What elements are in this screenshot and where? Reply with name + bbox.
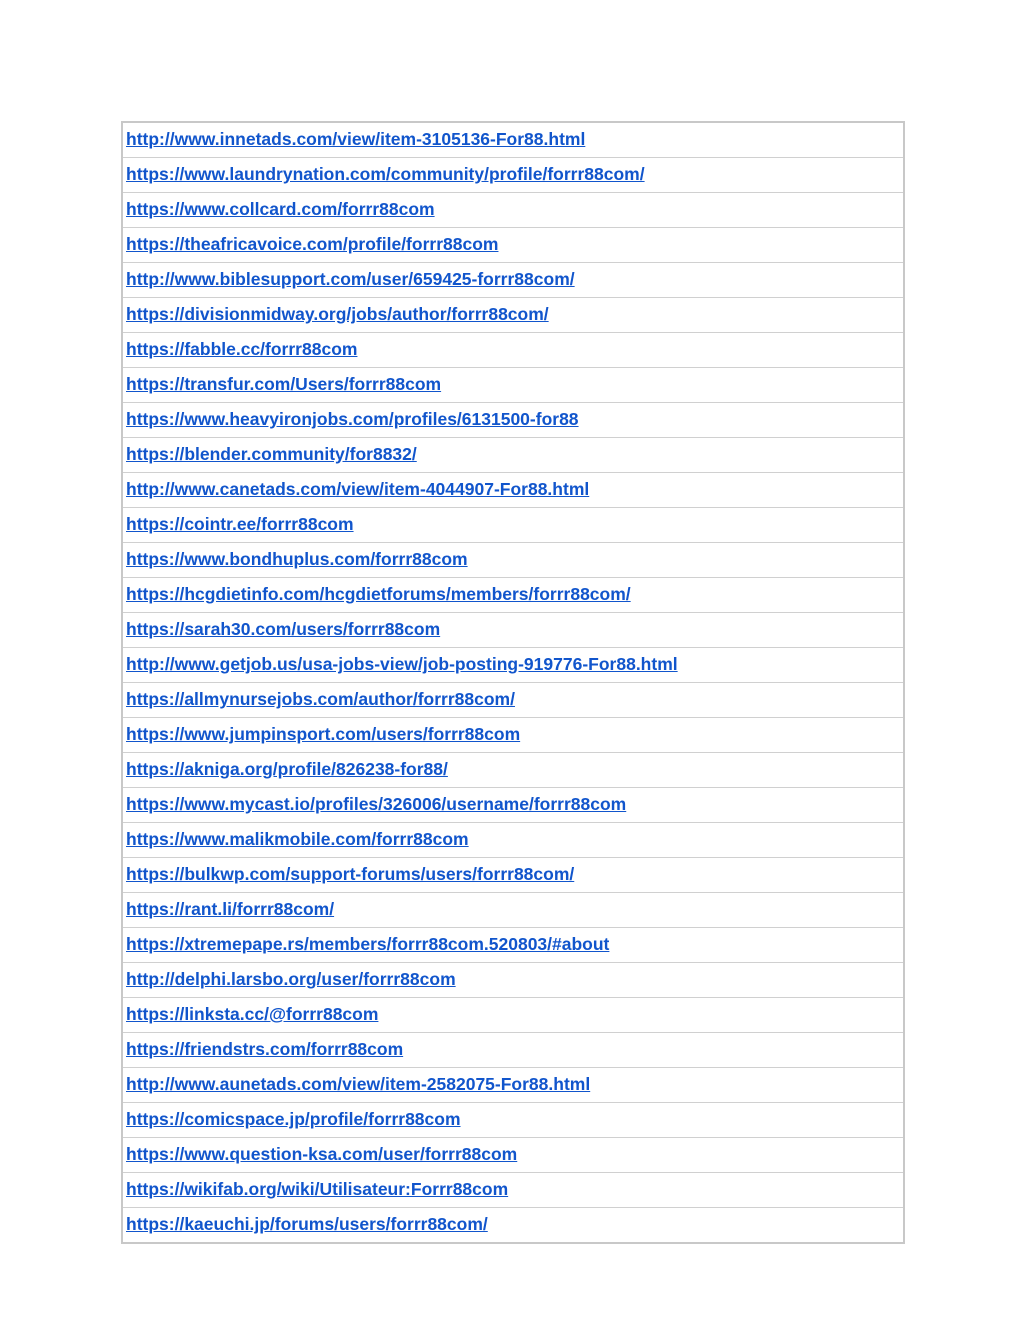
table-row [122,228,904,263]
url-link[interactable]: https://cointr.ee/forrr88com [126,514,354,534]
table-row [122,1138,904,1173]
table-row [122,1068,904,1103]
table-cell [122,998,904,1033]
table-row [122,508,904,543]
table-row [122,963,904,998]
table-row [122,333,904,368]
table-row [122,753,904,788]
table-cell [122,263,904,298]
url-link[interactable]: https://www.bondhuplus.com/forrr88com [126,549,468,569]
table-row [122,543,904,578]
url-link[interactable]: https://www.heavyironjobs.com/profiles/6131500-for88 [126,409,579,429]
url-link[interactable]: https://blender.community/for8832/ [126,444,417,464]
table-row [122,122,904,158]
table-cell [122,438,904,473]
table-row [122,1103,904,1138]
url-link[interactable]: https://friendstrs.com/forrr88com [126,1039,404,1059]
table-cell [122,823,904,858]
url-link[interactable]: https://bulkwp.com/support-forums/users/forrr88com/ [126,864,575,884]
url-link[interactable]: https://xtremepape.rs/members/forrr88com.520803/#about [126,934,610,954]
url-link[interactable]: https://theafricavoice.com/profile/forrr88com [126,234,499,254]
url-link[interactable]: http://delphi.larsbo.org/user/forrr88com [126,969,456,989]
table-row [122,648,904,683]
link-table [121,121,905,1244]
table-row [122,438,904,473]
table-cell [122,683,904,718]
table-cell [122,193,904,228]
table-cell [122,963,904,998]
url-link[interactable]: http://www.getjob.us/usa-jobs-view/job-posting-919776-For88.html [126,654,678,674]
url-link[interactable]: http://www.aunetads.com/view/item-2582075-For88.html [126,1074,591,1094]
table-cell [122,508,904,543]
url-link[interactable]: https://kaeuchi.jp/forums/users/forrr88com/ [126,1214,488,1234]
url-link[interactable]: https://allmynursejobs.com/author/forrr88com/ [126,689,515,709]
url-link[interactable]: https://fabble.cc/forrr88com [126,339,358,359]
table-row [122,193,904,228]
table-row [122,368,904,403]
table-row [122,263,904,298]
table-row [122,298,904,333]
table-cell [122,893,904,928]
table-cell [122,613,904,648]
table-cell [122,1103,904,1138]
table-cell [122,1208,904,1244]
table-row [122,578,904,613]
table-cell [122,333,904,368]
table-row [122,403,904,438]
table-row [122,823,904,858]
table-cell [122,928,904,963]
url-link[interactable]: http://www.canetads.com/view/item-4044907-For88.html [126,479,590,499]
table-row [122,893,904,928]
table-row [122,998,904,1033]
table-cell [122,578,904,613]
table-cell [122,158,904,193]
table-row [122,1033,904,1068]
url-link[interactable]: https://www.collcard.com/forrr88com [126,199,435,219]
table-cell [122,858,904,893]
table-row [122,928,904,963]
table-cell [122,543,904,578]
url-link[interactable]: http://www.innetads.com/view/item-3105136-For88.html [126,129,586,149]
url-link[interactable]: https://linksta.cc/@forrr88com [126,1004,379,1024]
table-cell [122,298,904,333]
url-link[interactable]: https://www.laundrynation.com/community/profile/forrr88com/ [126,164,645,184]
table-cell [122,788,904,823]
table-cell [122,753,904,788]
table-cell [122,473,904,508]
table-cell [122,1033,904,1068]
table-row [122,858,904,893]
url-link[interactable]: http://www.biblesupport.com/user/659425-forrr88com/ [126,269,575,289]
table-cell [122,718,904,753]
url-link[interactable]: https://hcgdietinfo.com/hcgdietforums/members/forrr88com/ [126,584,631,604]
table-cell [122,228,904,263]
table-cell [122,1173,904,1208]
url-link[interactable]: https://www.question-ksa.com/user/forrr88com [126,1144,518,1164]
url-link[interactable]: https://comicspace.jp/profile/forrr88com [126,1109,461,1129]
url-link[interactable]: https://www.mycast.io/profiles/326006/username/forrr88com [126,794,627,814]
table-row [122,718,904,753]
table-row [122,1208,904,1244]
url-link[interactable]: https://www.jumpinsport.com/users/forrr88com [126,724,521,744]
table-row [122,683,904,718]
link-table-body [122,122,904,1243]
table-row [122,613,904,648]
table-row [122,158,904,193]
url-link[interactable]: https://www.malikmobile.com/forrr88com [126,829,469,849]
url-link[interactable]: https://rant.li/forrr88com/ [126,899,335,919]
table-cell [122,368,904,403]
table-row [122,473,904,508]
table-cell [122,403,904,438]
table-row [122,788,904,823]
url-link[interactable]: https://akniga.org/profile/826238-for88/ [126,759,448,779]
url-link[interactable]: https://transfur.com/Users/forrr88com [126,374,442,394]
table-cell [122,122,904,158]
table-cell [122,1138,904,1173]
table-cell [122,1068,904,1103]
url-link[interactable]: https://sarah30.com/users/forrr88com [126,619,441,639]
url-link[interactable]: https://divisionmidway.org/jobs/author/forrr88com/ [126,304,549,324]
table-cell [122,648,904,683]
table-row [122,1173,904,1208]
url-link[interactable]: https://wikifab.org/wiki/Utilisateur:Forrr88com [126,1179,509,1199]
